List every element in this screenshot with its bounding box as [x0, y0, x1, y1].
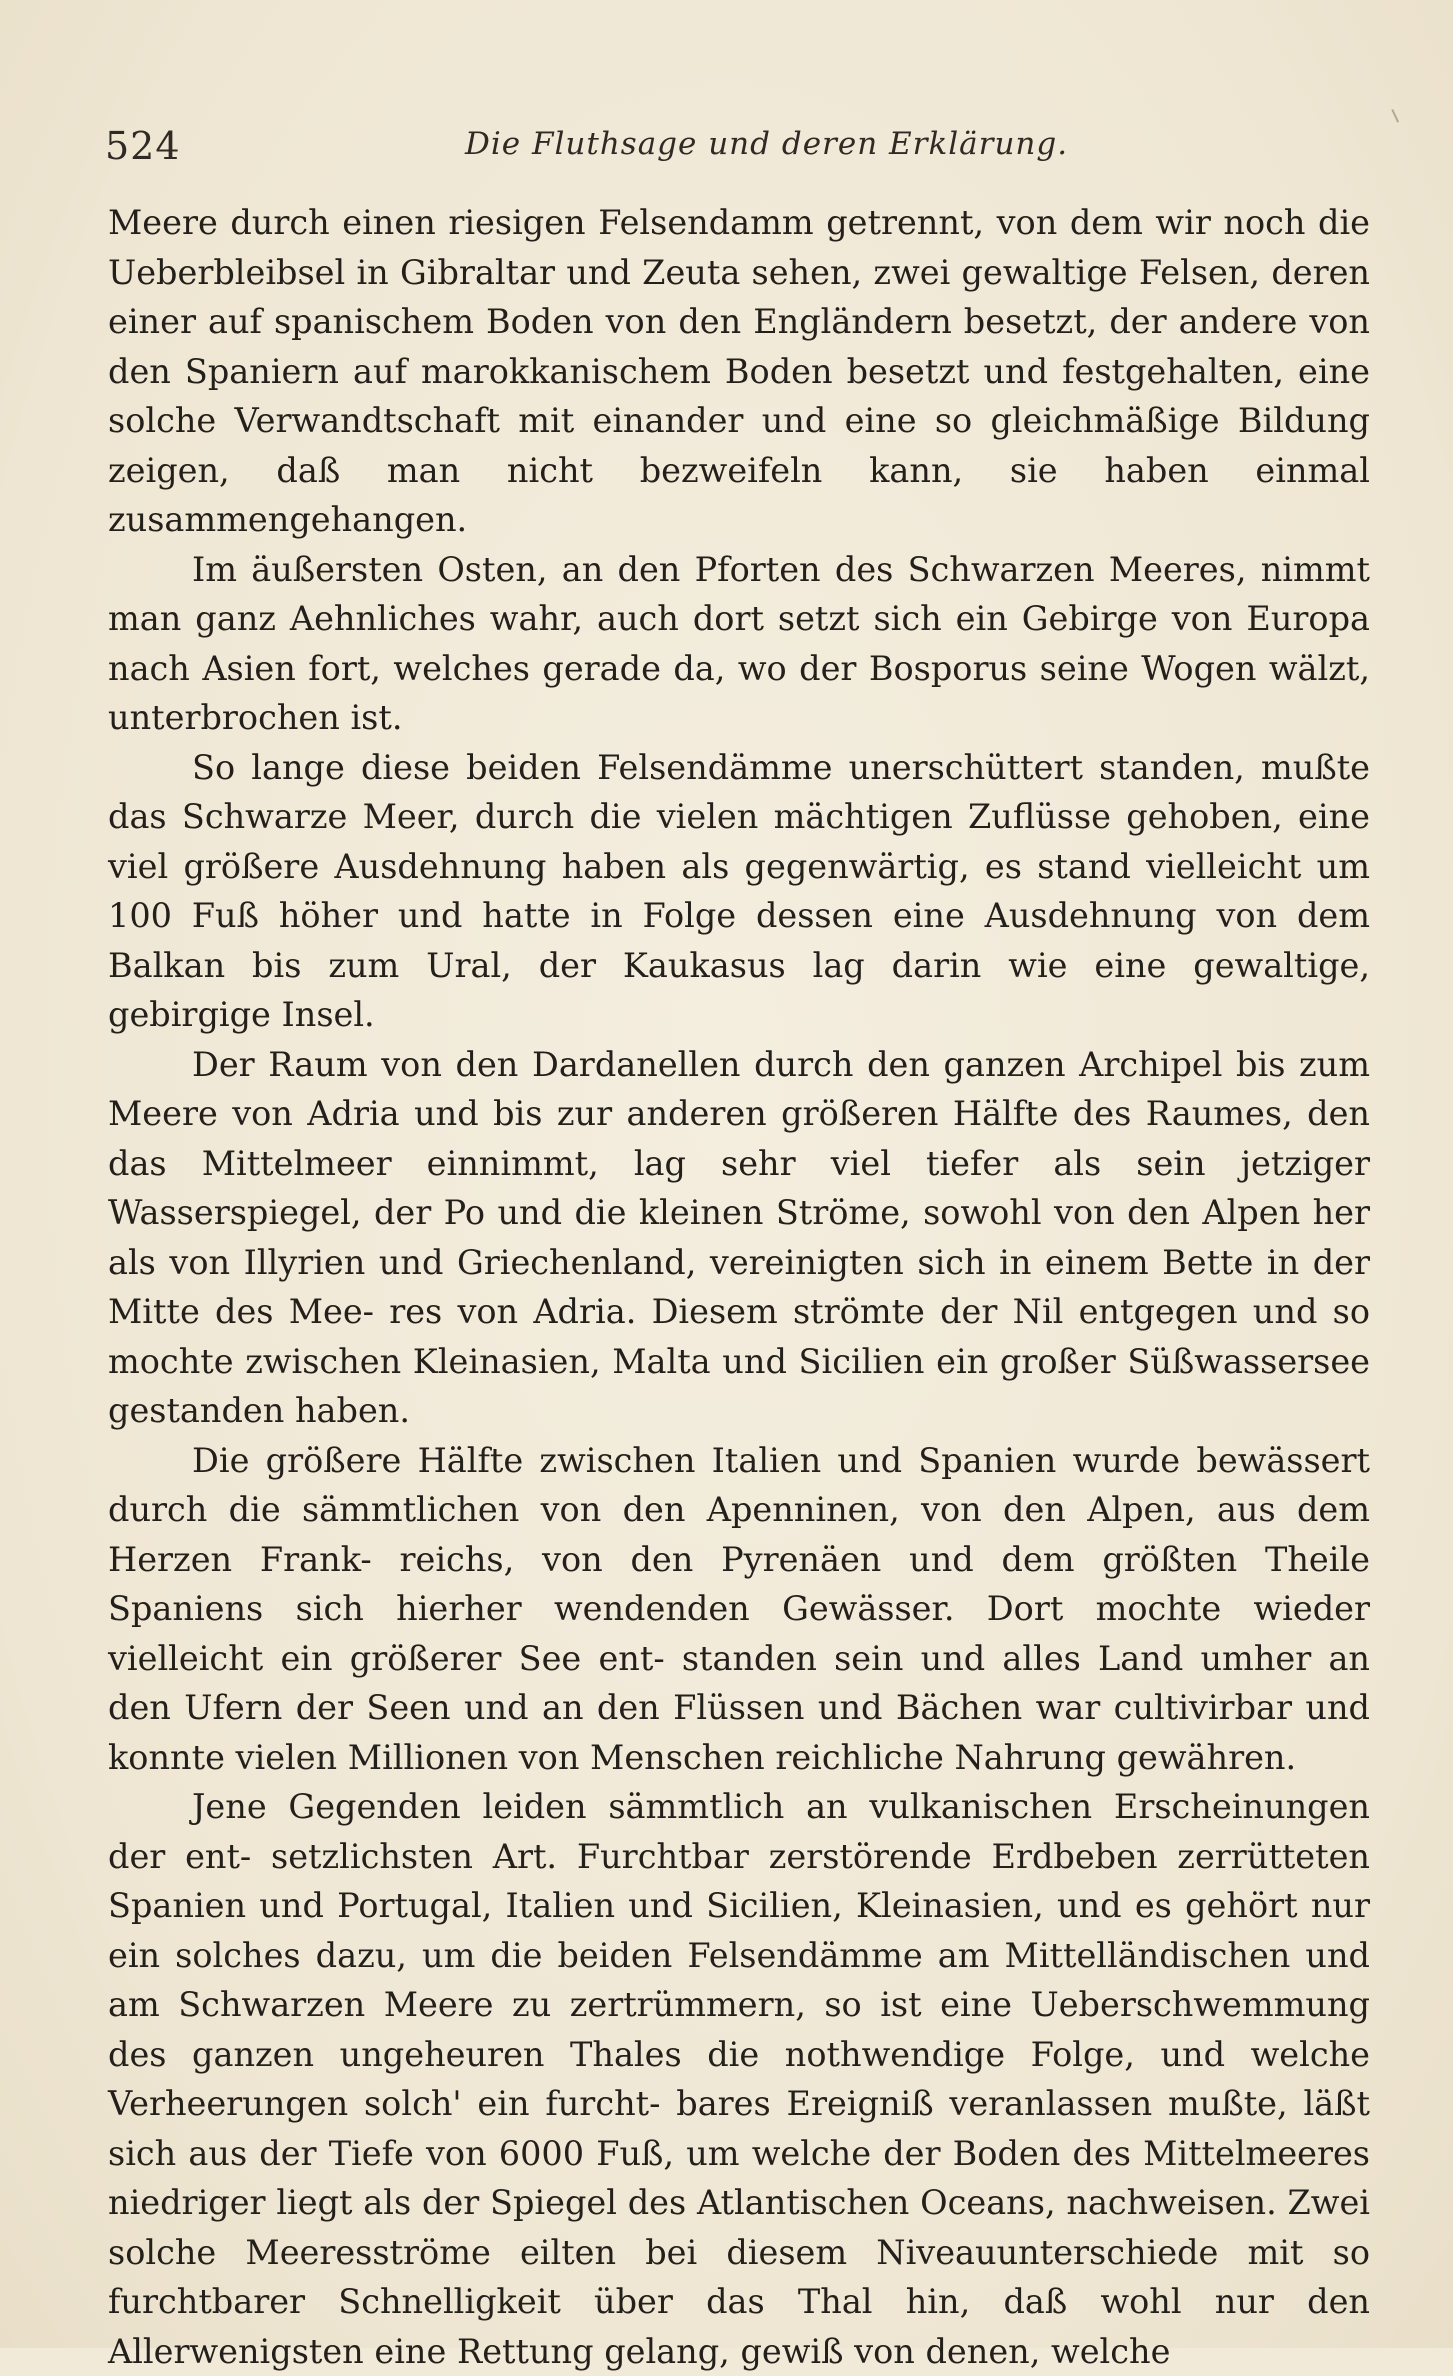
- page-corner-mark: [1391, 107, 1402, 122]
- page-number: 524: [105, 124, 181, 168]
- paragraph-1: Meere durch einen riesigen Felsendamm getrennt, von dem wir noch die Ueberbleibsel in Gibraltar und Zeuta sehen, zwei gewaltige Felsen, deren einer auf spanischem Boden von den Engländern besetzt, der andere von den Spaniern auf marokkanischem Boden besetzt und festgehalten, eine solche Verwandtschaft mit einander und eine so gleichmäßige Bildung zeigen, daß man nicht bezweifeln kann, sie haben einmal zusammengehangen.: [108, 203, 1370, 539]
- body-text: [108, 198, 1370, 2376]
- paragraph-3: So lange diese beiden Felsendämme unerschüttert standen, mußte das Schwarze Meer, durch die vielen mächtigen Zuflüsse gehoben, eine viel größere Ausdehnung haben als gegenwärtig, es stand vielleicht um 100 Fuß höher und hatte in Folge dessen eine Ausdehnung von dem Balkan bis zum Ural, der Kaukasus lag darin wie eine gewaltige, gebirgige Insel.: [108, 747, 1370, 1034]
- page-header: [105, 118, 1375, 178]
- paragraph-5: Die größere Hälfte zwischen Italien und Spanien wurde bewässert durch die sämmtlichen von den Apenninen, von den Alpen, aus dem Herzen Frank- reichs, von den Pyrenäen und dem größten Theile Spaniens sich hierher wendenden Gewässer. Dort mochte wieder vielleicht ein größerer See ent- standen sein und alles Land umher an den Ufern der Seen und an den Flüssen und Bächen war cultivirbar und konnte vielen Millionen von Menschen reichliche Nahrung gewähren.: [108, 1440, 1370, 1777]
- running-title: Die Fluthsage und deren Erklärung.: [465, 126, 1069, 162]
- paragraph-6: Jene Gegenden leiden sämmtlich an vulkanischen Erscheinungen der ent- setzlichsten Art. Furchtbar zerstörende Erdbeben zerrütteten Spanien und Portugal, Italien und Sicilien, Kleinasien, und es gehört nur ein solches dazu, um die beiden Felsendämme am Mittelländischen und am Schwarzen Meere zu zertrümmern, so ist eine Ueberschwemmung des ganzen ungeheuren Thales die nothwendige Folge, und welche Verheerungen solch' ein furcht- bares Ereigniß veranlassen mußte, läßt sich aus der Tiefe von 6000 Fuß, um welche der Boden des Mittelmeeres niedriger liegt als der Spiegel des Atlantischen Oceans, nachweisen. Zwei solche Meeresströme eilten bei diesem Niveauunterschiede mit so furchtbarer Schnelligkeit über das Thal hin, daß wohl nur den Allerwenigsten eine Rettung gelang, gewiß von denen, welche: [108, 1787, 1370, 2371]
- paragraph-4: Der Raum von den Dardanellen durch den ganzen Archipel bis zum Meere von Adria und bis zur anderen größeren Hälfte des Raumes, den das Mittelmeer einnimmt, lag sehr viel tiefer als sein jetziger Wasserspiegel, der Po und die kleinen Ströme, sowohl von den Alpen her als von Illyrien und Griechenland, vereinigten sich in einem Bette in der Mitte des Mee- res von Adria. Diesem strömte der Nil entgegen und so mochte zwischen Kleinasien, Malta und Sicilien ein großer Süßwassersee gestanden haben.: [108, 1044, 1370, 1430]
- paragraph-2: Im äußersten Osten, an den Pforten des Schwarzen Meeres, nimmt man ganz Aehnliches wahr, auch dort setzt sich ein Gebirge von Europa nach Asien fort, welches gerade da, wo der Bosporus seine Wogen wälzt, unterbrochen ist.: [108, 549, 1370, 737]
